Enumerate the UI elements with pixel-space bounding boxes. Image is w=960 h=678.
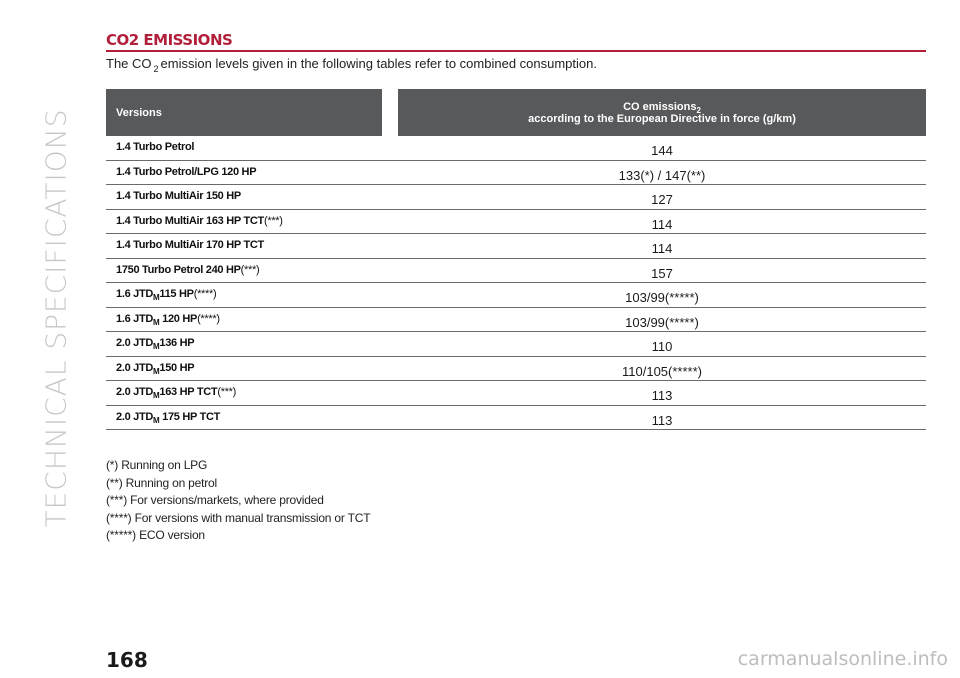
version-name: 2.0 JTD [116,337,154,349]
version-hp: 136 HP [159,337,195,349]
footnote-petrol: (**) Running on petrol [106,475,218,490]
version-subscript: M [153,415,160,425]
table-row [106,406,926,431]
version-name: 1.4 Turbo MultiAir 163 HP TCT [116,214,264,227]
version-subscript: M [153,317,160,327]
table-row [106,259,926,284]
version-name: 2.0 JTD [116,361,154,374]
version-name: 1.4 Turbo Petrol/LPG 120 HP [116,165,257,178]
table-row [106,283,926,308]
intro-suffix: emission levels given in the following tables refer to combined consumption. [160,56,597,71]
row-co2-value: 133(*) / 147(**) [618,167,706,183]
version-hp: 163 HP TCT [159,386,218,398]
version-subscript: M [153,293,160,302]
table-row [106,308,926,333]
version-subscript: M [153,391,160,400]
row-co2-value: 110 [651,339,673,354]
version-name: 1.6 JTD [116,312,154,325]
row-co2-value: 103/99(*****) [625,314,699,330]
row-co2-value: 144 [651,143,673,158]
header-co2-line1 [398,101,926,113]
row-version [116,337,194,349]
version-name: 1.4 Turbo MultiAir 150 HP [116,190,241,202]
table-row [106,332,926,357]
intro-text [106,56,597,74]
row-co2-value: 113 [651,388,673,403]
row-version [116,362,194,374]
row-version [116,215,283,227]
version-note: (***) [240,263,260,276]
header-versions-label: Versions [116,106,162,119]
footnote-eco: (*****) ECO version [106,528,205,542]
version-name: 2.0 JTD [116,386,154,398]
page-number: 168 [106,648,148,672]
row-version [116,313,220,325]
table-row [106,357,926,382]
footnotes [106,457,370,545]
footnote-markets: (***) For versions/markets, where provided [106,493,324,507]
version-name: 1.4 Turbo Petrol [116,141,195,153]
table-header-versions [106,89,382,136]
row-co2-value: 127 [651,192,673,207]
version-subscript: M [153,342,160,351]
table-row [106,381,926,406]
version-hp: 120 HP [159,312,198,325]
row-co2-value: 113 [651,412,673,428]
version-note: (***) [263,214,283,227]
intro-subscript: 2 [153,64,159,74]
table-row [106,185,926,210]
header-co2-label: CO emissions [623,100,697,113]
version-note: (****) [193,288,217,300]
header-co2-subscript: 2 [696,105,701,115]
version-name: 1750 Turbo Petrol 240 HP [116,263,241,276]
intro-prefix: The CO [106,56,152,71]
row-version [116,239,264,251]
row-version [116,411,220,423]
version-name: 1.6 JTD [116,288,154,300]
title-divider [106,50,926,52]
section-title: CO2 EMISSIONS [106,31,233,49]
version-note: (****) [197,312,220,325]
table-row [106,161,926,186]
version-subscript: M [153,366,160,376]
table-row [106,210,926,235]
watermark: carmanualsonline.info [737,648,948,670]
row-co2-value: 114 [651,241,673,256]
row-co2-value: 110/105(*****) [622,363,702,379]
footnote-lpg: (*) Running on LPG [106,458,208,472]
row-version [116,386,236,398]
version-name: 2.0 JTD [116,410,154,423]
row-co2-value: 114 [651,216,673,232]
side-section-title: TECHNICAL SPECIFICATIONS [39,108,73,528]
version-hp: 175 HP TCT [159,410,221,423]
version-note: (***) [217,386,237,398]
version-name: 1.4 Turbo MultiAir 170 HP TCT [116,239,264,251]
row-version [116,141,194,153]
table-header-co2 [398,89,926,136]
version-hp: 115 HP [159,288,194,300]
row-version [116,264,259,276]
row-version [116,288,216,300]
version-hp: 150 HP [159,361,195,374]
emissions-table-body [106,136,926,430]
footnote-transmission: (****) For versions with manual transmission or TCT [106,510,371,525]
header-co2-line2: according to the European Directive in force (g/km) [528,112,796,125]
table-row [106,234,926,259]
table-row [106,136,926,161]
row-co2-value: 103/99(*****) [625,290,699,305]
row-version [116,190,241,202]
row-co2-value: 157 [651,265,673,281]
row-version [116,166,256,178]
